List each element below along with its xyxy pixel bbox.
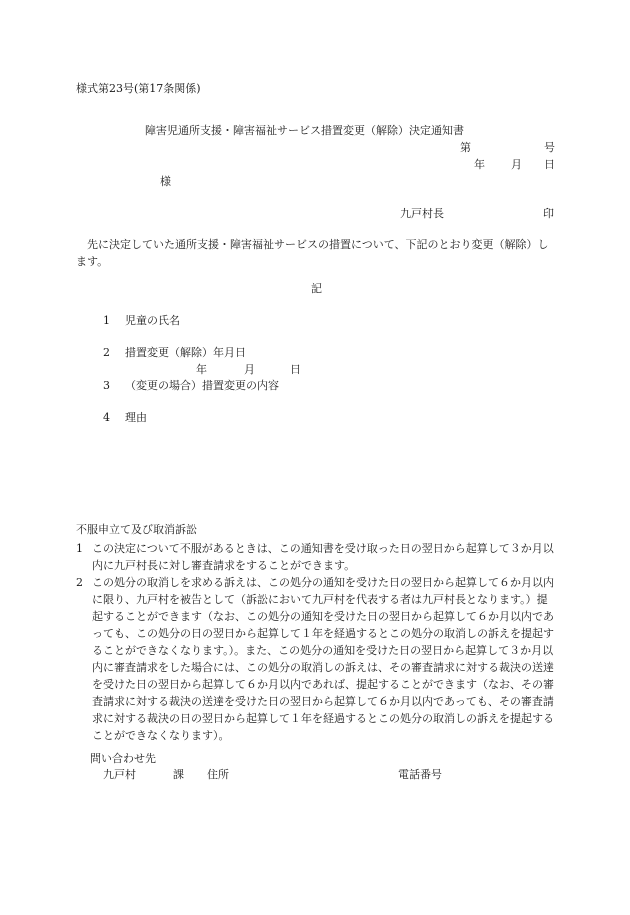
addressee-suffix: 様 [160,175,171,188]
contact-heading: 問い合わせ先 [90,752,156,765]
contact-village: 九戸村 [103,768,136,781]
appeal-item [76,574,558,744]
contact-phone-label: 電話番号 [398,768,442,781]
ki-heading: 記 [311,282,322,295]
item-child-name [103,315,180,326]
date-day-label: 日 [544,158,555,171]
sender-name: 九戸村長 [400,207,444,220]
document-title: 障害児通所支援・障害福祉サービス措置変更（解除）決定通知書 [145,124,464,137]
form-number: 様式第23号(第17条関係) [76,82,201,95]
item-number: 4 [103,411,110,424]
appeal-item [76,540,558,574]
appeal-item-number: 1 [76,542,83,555]
date-year-label: 年 [474,158,485,171]
date-month-label: 月 [511,158,522,171]
item-reason [103,412,147,423]
item-label: （変更の場合）措置変更の内容 [125,379,279,392]
item-label: 措置変更（解除）年月日 [125,346,246,359]
number-suffix: 号 [544,141,555,154]
contact-section-label: 課 [173,768,184,781]
appeal-item-number: 2 [76,576,83,589]
item2-month-label: 月 [244,363,255,376]
item-change-date [103,347,246,358]
appeal-list [76,540,558,744]
item-number: 2 [103,346,110,359]
item-number: 3 [103,379,110,392]
contact-address-label: 住所 [207,768,229,781]
appeal-item-text: この決定について不服があるときは、この通知書を受け取った日の翌日から起算して３か月以内に九戸村長に対し審査請求をすることができます。 [92,542,554,572]
item-label: 理由 [125,411,147,424]
notice-paragraph: 先に決定していた通所支援・障害福祉サービスの措置について、下記のとおり変更（解除）します。 [76,238,549,268]
appeal-heading: 不服申立て及び取消訴訟 [76,523,197,536]
item-label: 児童の氏名 [125,314,180,327]
item-change-content [103,380,279,391]
item2-day-label: 日 [290,363,301,376]
number-prefix: 第 [460,141,471,154]
appeal-item-text: この処分の取消しを求める訴えは、この処分の通知を受けた日の翌日から起算して６か月以内に限り、九戸村を被告として（訴訟において九戸村を代表する者は九戸村長となります。）提起することができます（なお、この処分の通知を受けた日の翌日から起算して６か月以内であっても、この処分の日の翌日から起算して１年を経過するとこの処分の取消しの訴えを提起することができなくなります。）。また、この処分の通知を受けた日の翌日から起算して３か月以内に審査請求をした場合には、この処分の取消しの訴えは、その審査請求に対する裁決の送達を受けた日の翌日から起算して６か月以内であれば、提起することができます（なお、その審査請求に対する裁決の送達を受けた日の翌日から起算して６か月以内であっても、その審査請求に対する裁決の日の翌日から起算して１年を経過するとこの処分の取消しの訴えを提起することができなくなります）。 [92,576,554,742]
seal-mark: 印 [543,207,554,220]
item2-year-label: 年 [196,363,207,376]
item-number: 1 [103,314,110,327]
